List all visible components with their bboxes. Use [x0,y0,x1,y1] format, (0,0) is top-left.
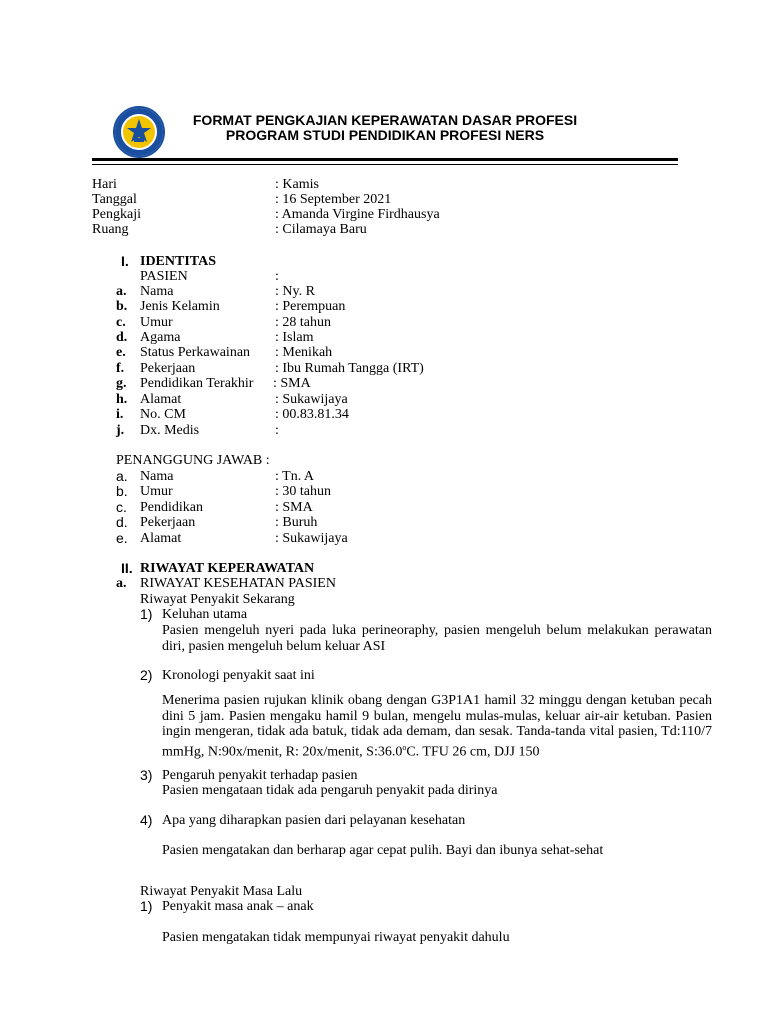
item-text-main: Menerima pasien rujukan klinik obang dengan G3P1A1 hamil 32 minggu dengan ketuban pecah dini 5 jam. Pasien mengaku hamil 9 bulan, mengelu mulas-mulas, keluar air-air ketuban. Pasien ingin mengeran, tidak ada batuk, tidak ada demam, dan sesak. Tanda-tanda vital pasien, Td:110/7 mmHg, N:90x/menit, R: 20x/menit, S:36.0 [162,693,712,760]
pasien-field-value: : Perempuan [275,299,346,314]
pasien-field-value: : 28 tahun [275,315,331,330]
pasien-colon: : [275,269,279,284]
item-number: 1) [140,606,153,622]
pj-field-label: Pendidikan [140,500,203,515]
pasien-letter: e. [116,345,126,360]
pasien-field-label: Dx. Medis [140,423,200,438]
item-text: Pasien mengeluh nyeri pada luka perineoraphy, pasien mengeluh belum melakukan perawatan diri, pasien mengeluh belum keluar ASI [162,623,712,654]
pasien-letter: j. [116,423,125,438]
header-rule-thin [92,164,678,165]
pasien-field-value: : [275,423,279,438]
section-2-numeral: II. [121,560,133,576]
pasien-letter: d. [116,330,128,345]
item-text-end: C. TFU 26 cm, DJJ 150 [406,744,540,760]
pj-letter: a. [116,468,128,484]
meta-label-pengkaji: Pengkaji [92,207,141,222]
pasien-field-label: Agama [140,330,181,345]
pasien-letter: i. [116,407,124,422]
section-1-numeral: I. [121,253,129,269]
pj-field-value: : Tn. A [275,469,315,484]
pasien-field-value: : Sukawijaya [275,392,348,407]
pasien-field-value: : Islam [275,330,314,345]
penanggung-jawab-label: PENANGGUNG JAWAB : [116,453,270,468]
section-2-title: RIWAYAT KEPERAWATAN [140,561,315,576]
item-title: Keluhan utama [162,607,248,622]
item-title: Pengaruh penyakit terhadap pasien [162,768,358,783]
item-number: 2) [140,667,153,683]
pasien-field-label: Jenis Kelamin [140,299,220,314]
section-1-title: IDENTITAS [140,254,216,269]
pasien-letter: f. [116,361,125,376]
pasien-field-value: : 00.83.81.34 [275,407,349,422]
pj-letter: c. [116,499,127,515]
meta-value-ruang: : Cilamaya Baru [275,222,367,237]
pj-field-label: Pekerjaan [140,515,196,530]
item-text: Pasien mengatakan tidak mempunyai riwayat penyakit dahulu [162,930,510,945]
pasien-field-label: Umur [140,315,173,330]
pj-field-value: : Sukawijaya [275,531,348,546]
meta-value-hari: : Kamis [275,177,319,192]
item-title: Kronologi penyakit saat ini [162,668,315,683]
item-number: 1) [140,898,153,914]
item-title: Penyakit masa anak – anak [162,899,314,914]
pj-field-label: Nama [140,469,174,484]
meta-value-pengkaji: : Amanda Virgine Firdhausya [275,207,440,222]
item-text: Pasien mengataan tidak ada pengaruh penyakit pada dirinya [162,783,498,798]
pasien-letter: g. [116,376,127,391]
pj-field-value: : Buruh [275,515,318,530]
meta-value-tanggal: : 16 September 2021 [275,192,392,207]
subsection-a-letter: a. [116,576,127,591]
riwayat-sekarang-title: Riwayat Penyakit Sekarang [140,592,295,607]
pj-field-label: Alamat [140,531,182,546]
pasien-letter: b. [116,299,128,314]
pj-letter: e. [116,530,128,546]
pj-letter: b. [116,483,128,499]
pasien-field-label: Status Perkawainan [140,345,251,360]
pasien-letter: c. [116,315,126,330]
riwayat-masa-lalu-title: Riwayat Penyakit Masa Lalu [140,884,303,899]
pasien-letter: h. [116,392,128,407]
pasien-letter: a. [116,284,127,299]
document-title-line-1: FORMAT PENGKAJIAN KEPERAWATAN DASAR PROFESI [192,112,578,128]
meta-label-ruang: Ruang [92,222,129,237]
item-number: 3) [140,767,153,783]
pj-letter: d. [116,514,128,530]
meta-label-tanggal: Tanggal [92,192,137,207]
degree-superscript: o [402,742,407,752]
pasien-field-label: Pekerjaan [140,361,196,376]
item-text: Pasien mengatakan dan berharap agar cepat pulih. Bayi dan ibunya sehat-sehat [162,843,604,858]
pj-field-label: Umur [140,484,173,499]
pasien-field-label: Pendidikan Terakhir [140,376,254,391]
item-number: 4) [140,812,153,828]
pasien-field-value: : Ny. R [275,284,315,299]
pasien-field-value: : Ibu Rumah Tangga (IRT) [275,361,424,376]
subsection-a-title: RIWAYAT KESEHATAN PASIEN [140,576,336,591]
pj-field-value: : 30 tahun [275,484,331,499]
item-text [162,693,712,760]
item-title: Apa yang diharapkan pasien dari pelayanan kesehatan [162,813,466,828]
pasien-field-label: Alamat [140,392,182,407]
header-rule-thick [92,158,678,161]
pj-field-value: : SMA [275,500,313,515]
pasien-field-value: : Menikah [275,345,333,360]
pasien-field-value: : SMA [273,376,311,391]
pasien-field-label: Nama [140,284,174,299]
pasien-field-label: No. CM [140,407,186,422]
document-title-line-2: PROGRAM STUDI PENDIDIKAN PROFESI NERS [225,127,545,143]
pasien-label: PASIEN [140,269,188,284]
meta-label-hari: Hari [92,177,117,192]
